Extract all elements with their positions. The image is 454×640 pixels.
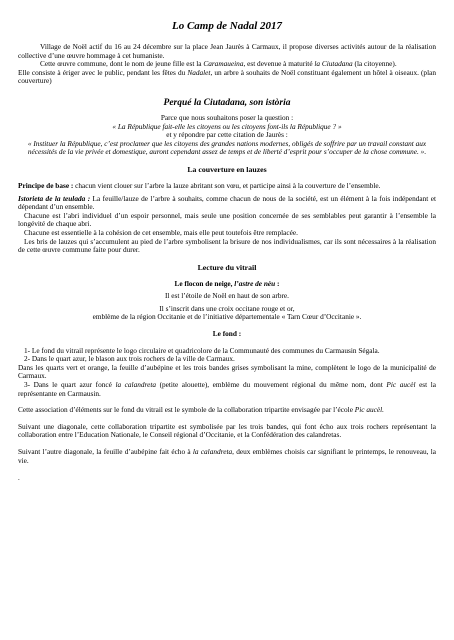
fond-item-3: 3- Dans le quart azur foncé la calandreta (petite alouette), emblème du mouvement régional du même nom, dont Pic aucèl est la représentante en Carmausin. xyxy=(18,380,436,398)
intro-paragraph-1: Village de Noël actif du 16 au 24 décembre sur la place Jean Jaurès à Carmaux, il propose diverses activités autour de la réalisation collective d’une œuvre hommage à cet humaniste. xyxy=(18,42,436,60)
end-dot: . xyxy=(18,474,20,483)
diagonale-paragraph-2: Suivant l’autre diagonale, la feuille d’aubépine fait écho à la calandreta, deux emblèmes choisis car signifiant le printemps, le renouveau, la vie. xyxy=(18,447,437,465)
question-intro: Parce que nous souhaitons poser la question : xyxy=(160,112,294,122)
subtitle-fond: Le fond : xyxy=(212,329,242,339)
question-text: « La République fait-elle les citoyens ou les citoyens font-ils la République ? » xyxy=(112,121,342,131)
intro-paragraph-3: Elle consiste à ériger avec le public, pendant les fêtes du Nadalet, un arbre à souhaits de Noël constituant également un hôtel à oiseaux. (plan couverture) xyxy=(18,67,436,86)
fond-item-2: 2- Dans le quart azur, le blason aux trois rochers de la ville de Carmaux. xyxy=(24,354,235,364)
cross-line-2: emblème de la région Occitanie et de l’initiative départementale « Tarn Cœur d’Occitanie ». xyxy=(92,312,362,322)
document-title: Lo Camp de Nadal 2017 xyxy=(172,20,282,32)
abri-paragraph: Chacune est l’abri individuel d’un espoir personnel, mais seule une position concernée de ses semblables peut garantir à l’ensemble la longévité de chaque abri. xyxy=(18,210,436,229)
cohesion-paragraph: Chacune est essentielle à la cohésion de cet ensemble, mais elle peut toutefois être remplacée. xyxy=(24,227,298,237)
section-title-istoria: Perqué la Ciutadana, son istòria xyxy=(163,97,291,108)
diagonale-paragraph-1: Suivant une diagonale, cette collaboration tripartite est symbolisée par les trois bandes, qui font écho aux trois rochers représentant la collaboration entre l’Education Nationale, le Conseil régional d’Occitanie, et la Confédération des calandretas. xyxy=(18,421,436,440)
principe-paragraph: Principe de base : chacun vient clouer sur l’arbre la lauze abritant son vœu, et participe ainsi à la couverture de l’ensemble. xyxy=(18,180,381,190)
bris-paragraph: Les bris de lauzes qui s’accumulent au pied de l’arbre symbolisent la brisure de nos individualismes, car ils sont nécessaires à la réalisation de cette œuvre commune faite pour durer. xyxy=(18,236,436,255)
jaures-quote: « Instituer la République, c’est proclamer que les citoyens des grandes nations modernes, obligés de soffrire par un travail constant aux nécessités de la vie privée et domestique, auront cependant assez de temps et de liberté d’esprit pour s’occuper de la chose commune. ». xyxy=(27,138,427,157)
cross-line-1: Il s’inscrit dans une croix occitane rouge et or, xyxy=(159,303,295,313)
istorieta-paragraph: Istorieta de la teulada : La feuille/lauze de l’arbre à souhaits, comme chacun de nous de la société, est un élément à la fois indépendant et dépendant d’un ensemble. xyxy=(18,193,436,212)
fond-item-1: 1- Le fond du vitrail représente le logo circulaire et quadricolore de la Communauté des communes du Carmausin Ségala. xyxy=(24,345,380,355)
citation-intro: et y répondre par cette citation de Jaurès : xyxy=(166,130,288,140)
fond-item-2b: Dans les quarts vert et orange, la feuille d’aubépine et les trois bandes grises symbolisant la mine, complètent le logo de la municipalité de Carmaux. xyxy=(18,362,436,381)
section-title-vitrail: Lecture du vitrail xyxy=(197,262,257,272)
subtitle-flocon: Le flocon de neige, l’astre de nèu : xyxy=(174,278,280,288)
star-line: Il est l’étoile de Noël en haut de son arbre. xyxy=(164,291,289,301)
intro-paragraph-2: Cette œuvre commune, dont le nom de jeune fille est la Caramaueina, est devenue à maturité la Ciutadana (la citoyenne). xyxy=(40,59,397,69)
section-title-couverture: La couverture en lauzes xyxy=(187,164,267,174)
association-paragraph: Cette association d’éléments sur le fond du vitrail est le symbole de la collaboration tripartite envisagée par l’école Pic aucèl. xyxy=(18,405,384,415)
